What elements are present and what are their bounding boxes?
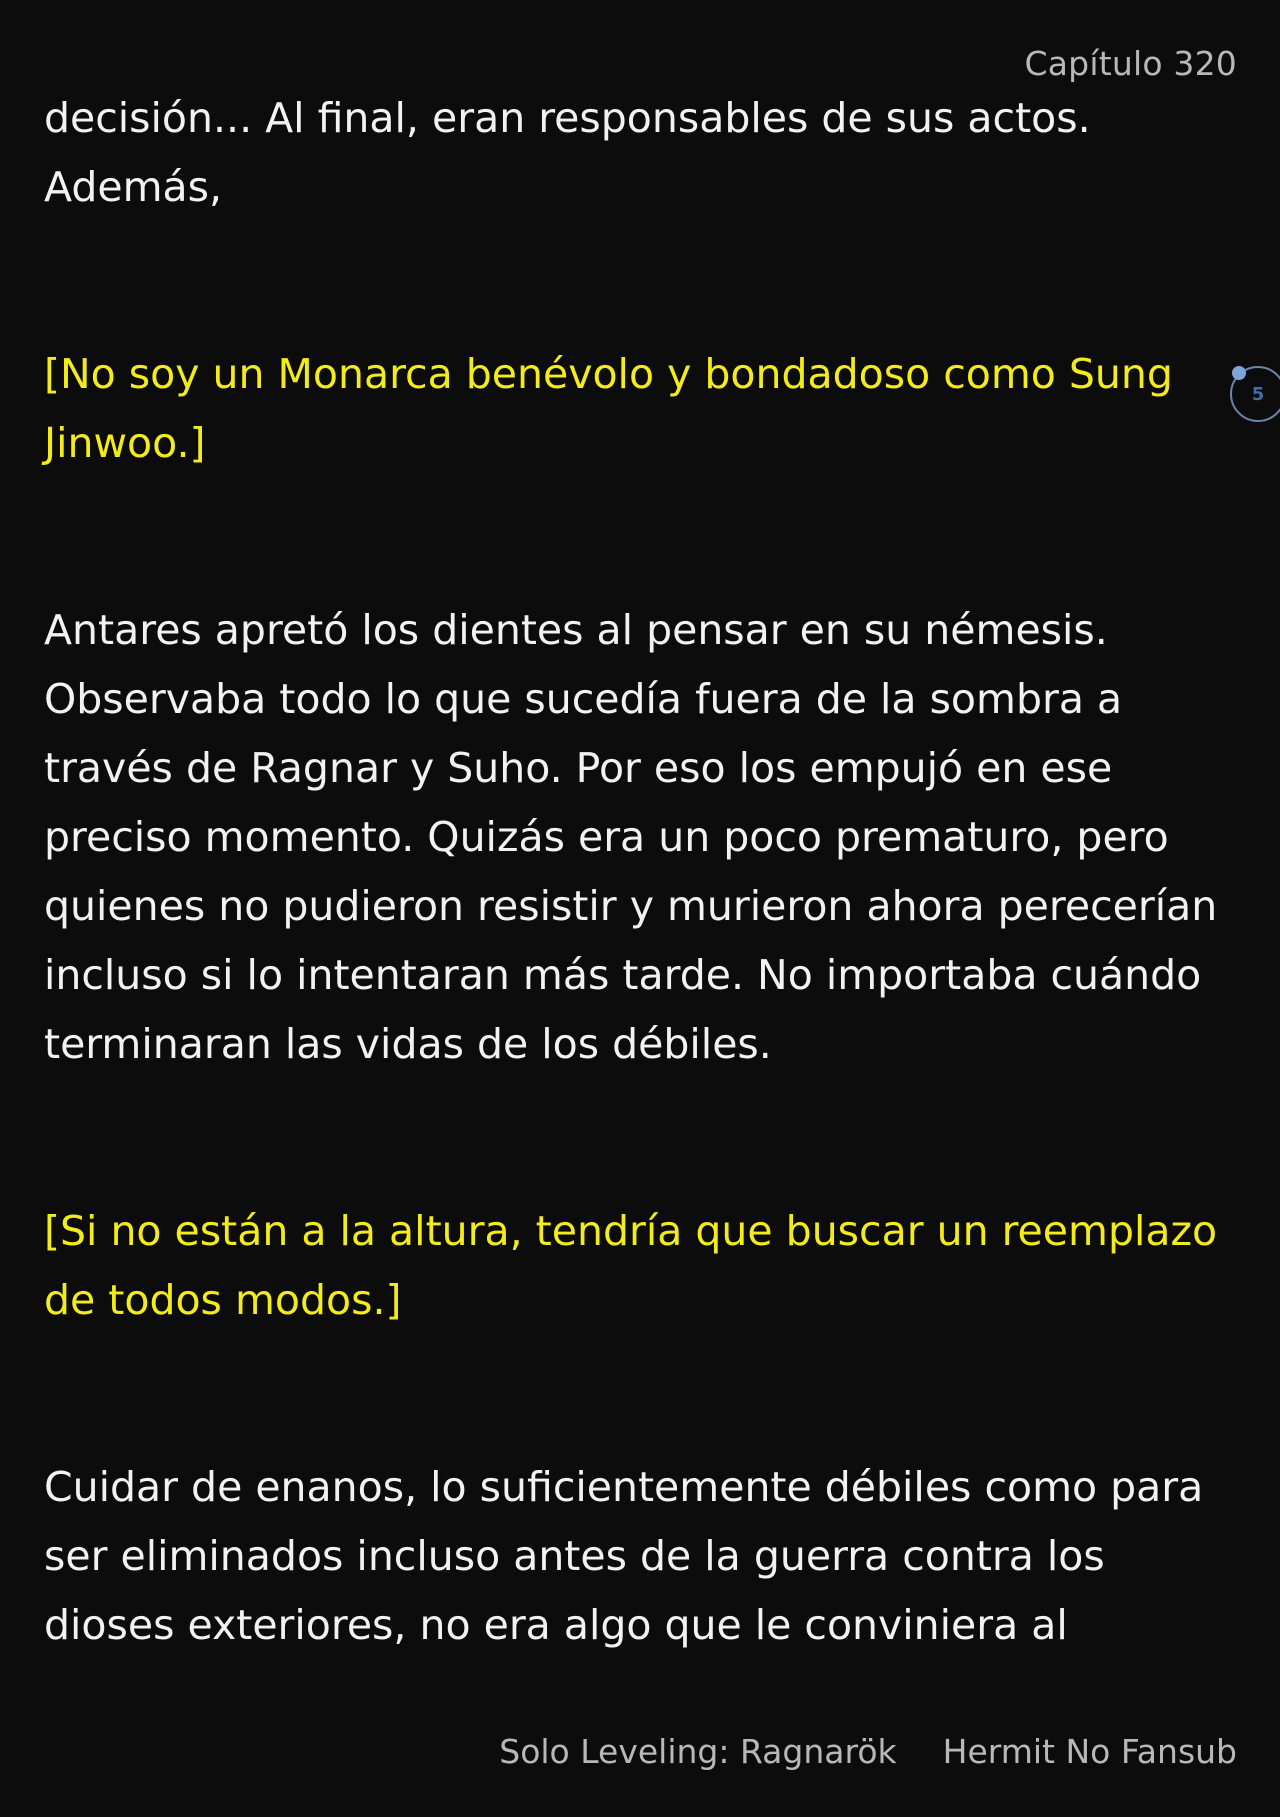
system-message (44, 1197, 1244, 1335)
paragraph-gap (44, 222, 1244, 340)
text-line: preciso momento. Quizás era un poco prematuro, pero (44, 813, 1169, 861)
paragraph (44, 596, 1244, 1079)
text-line: Cuidar de enanos, lo suficientemente débiles como para (44, 1463, 1204, 1511)
footer (499, 1732, 1237, 1771)
text-line: ser eliminados incluso antes de la guerra contra los (44, 1532, 1105, 1580)
text-line: Además, (44, 163, 223, 211)
paragraph-gap (44, 1335, 1244, 1453)
paragraph (44, 1453, 1244, 1660)
text-line: [No soy un Monarca benévolo y bondadoso como Sung (44, 350, 1173, 398)
text-line: de todos modos.] (44, 1276, 402, 1324)
progress-dot-icon (1232, 366, 1246, 380)
system-message (44, 340, 1244, 478)
text-line: Observaba todo lo que sucedía fuera de la sombra a (44, 675, 1123, 723)
paragraph-gap (44, 1079, 1244, 1197)
text-line: decisión... Al final, eran responsables de sus actos. (44, 94, 1091, 142)
book-title: Solo Leveling: Ragnarök (499, 1732, 897, 1771)
text-line: través de Ragnar y Suho. Por eso los empujó en ese (44, 744, 1113, 792)
paragraph (44, 84, 1244, 222)
text-line: quienes no pudieron resistir y murieron ahora perecerían (44, 882, 1218, 930)
text-line: Antares apretó los dientes al pensar en su némesis. (44, 606, 1108, 654)
text-line: Jinwoo.] (44, 419, 206, 467)
text-line: incluso si lo intentaran más tarde. No importaba cuándo (44, 951, 1202, 999)
text-line: dioses exteriores, no era algo que le conviniera al (44, 1601, 1068, 1649)
translator-credit: Hermit No Fansub (942, 1732, 1237, 1771)
text-line: terminaran las vidas de los débiles. (44, 1020, 772, 1068)
progress-value: 5 (1251, 383, 1265, 405)
chapter-label: Capítulo 320 (1024, 44, 1237, 83)
reader-content (44, 84, 1244, 1660)
text-line: [Si no están a la altura, tendría que buscar un reemplazo (44, 1207, 1218, 1255)
paragraph-gap (44, 478, 1244, 596)
